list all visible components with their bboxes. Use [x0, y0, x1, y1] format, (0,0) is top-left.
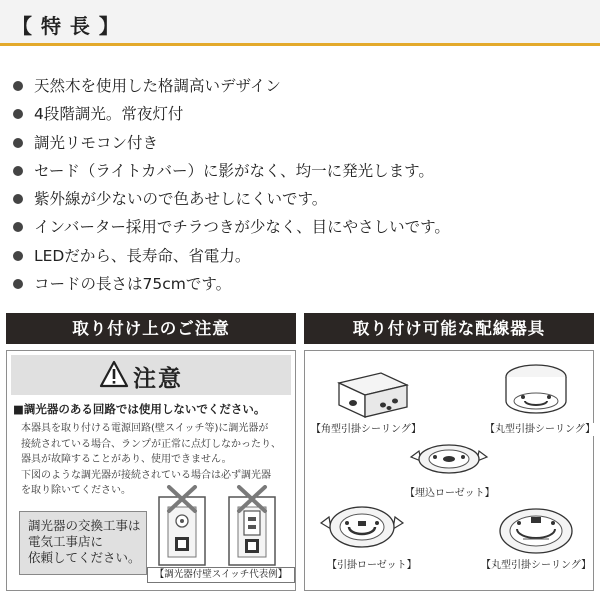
bullet-icon	[13, 81, 23, 91]
switch-example-caption: 【調光器付壁スイッチ代表例】	[147, 567, 295, 583]
section-title: 【 特 長 】	[12, 14, 120, 38]
dimmer-warning: ■調光器のある回路では使用しないでください。	[13, 402, 266, 416]
device-label: 【埋込ローゼット】	[405, 488, 495, 499]
feature-item: 4段階調光。常夜灯付	[12, 100, 592, 128]
embedded-rosette-icon	[409, 437, 489, 485]
feature-item: LEDだから、長寿命、省電力。	[12, 242, 592, 270]
warning-triangle-icon	[99, 360, 129, 388]
dimmer-switch-illustration	[155, 485, 295, 567]
feature-item: コードの長さは75cmです。	[12, 270, 592, 298]
caution-panel	[6, 350, 296, 591]
bullet-icon	[13, 222, 23, 232]
note-line: 接続されている場合、ランプが正常に点灯しなかったり、	[21, 438, 281, 450]
note-line: 下図のような調光器が接続されている場合は必ず調光器	[21, 469, 271, 481]
bullet-icon	[13, 166, 23, 176]
square-ceiling-outlet-icon	[331, 363, 413, 421]
contact-electrician-box: 調光器の交換工事は 電気工事店に 依頼してください。	[19, 511, 147, 575]
feature-item: セード（ライトカバー）に影がなく、均一に発光します。	[12, 157, 592, 185]
caution-header	[11, 355, 291, 395]
device-label: 【引掛ローゼット】	[327, 560, 417, 571]
note-line: 本器具を取り付ける電源回路(壁スイッチ等)に調光器が	[21, 423, 269, 434]
bullet-icon	[13, 138, 23, 148]
feature-item: 天然木を使用した格調高いデザイン	[12, 72, 592, 100]
feature-list	[12, 72, 592, 298]
feature-item: インバーター採用でチラつきが少なく、目にやさしいです。	[12, 213, 592, 241]
device-label: 【丸型引掛シーリング】	[485, 424, 596, 435]
feature-item: 調光リモコン付き	[12, 129, 592, 157]
bullet-icon	[13, 194, 23, 204]
bullet-icon	[13, 251, 23, 261]
note-line: 器具が故障することがあり、使用できません。	[21, 454, 232, 465]
dimmer-switch-icon	[159, 497, 205, 565]
wiring-devices-panel	[304, 350, 594, 591]
feature-item: 紫外線が少ないので色あせしにくいです。	[12, 185, 592, 213]
round-ceiling-outlet-icon	[501, 361, 571, 423]
wiring-banner: 取り付け可能な配線器具	[304, 313, 594, 344]
section-header	[0, 0, 600, 46]
note-line: を取り除いてください。	[21, 485, 131, 496]
device-label: 【丸型引掛シーリング】	[481, 560, 592, 571]
round-ceiling-outlet-icon	[495, 503, 577, 559]
bullet-icon	[13, 109, 23, 119]
dimmer-switch-icon	[229, 497, 275, 565]
device-label: 【角型引掛シーリング】	[311, 424, 422, 435]
caution-title: 注意	[133, 366, 183, 392]
bullet-icon	[13, 279, 23, 289]
caution-banner: 取り付け上のご注意	[6, 313, 296, 344]
hook-rosette-icon	[319, 501, 405, 555]
